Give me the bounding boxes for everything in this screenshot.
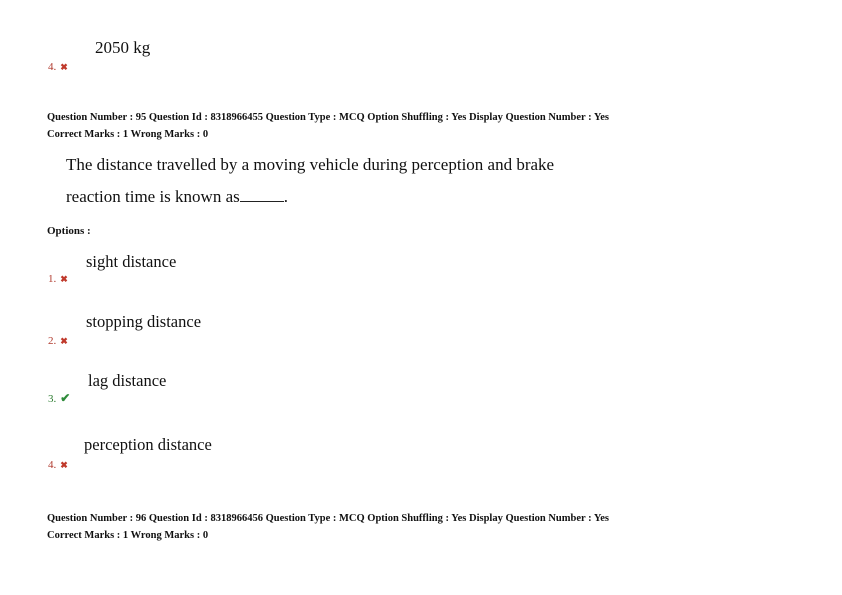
cross-mark-icon: ✖: [60, 61, 68, 72]
next-question-marks-line: Correct Marks : 1 Wrong Marks : 0: [47, 530, 209, 541]
next-question-meta-line: Question Number : 96 Question Id : 8318966456 Question Type : MCQ Option Shuffling : Yes Display Question Number : Yes: [47, 513, 610, 524]
cross-mark-icon: ✖: [60, 335, 68, 346]
cross-mark-icon: ✖: [60, 459, 68, 470]
question-meta-line: Question Number : 95 Question Id : 8318966455 Question Type : MCQ Option Shuffling : Yes Display Question Number : Yes: [47, 112, 610, 123]
option-number: [48, 335, 68, 347]
option-text: stopping distance: [86, 312, 202, 331]
cross-mark-icon: ✖: [60, 273, 68, 284]
question-marks-line: Correct Marks : 1 Wrong Marks : 0: [47, 129, 209, 140]
previous-option-number: [48, 61, 68, 73]
question-text-line2: [66, 187, 288, 207]
option-number-label: 4.: [48, 61, 57, 73]
option-number-label: 1.: [48, 273, 57, 285]
option-number-label: 3.: [48, 392, 57, 405]
option-number: [48, 391, 70, 406]
option-text: sight distance: [86, 252, 177, 271]
option-number: [48, 273, 68, 285]
option-number: [48, 459, 68, 471]
question-text-prefix: reaction time is known as: [66, 187, 240, 206]
option-text: lag distance: [88, 371, 167, 390]
option-text: perception distance: [84, 435, 212, 454]
option-number-label: 2.: [48, 335, 57, 347]
question-text-line1: The distance travelled by a moving vehicle during perception and brake: [66, 155, 555, 174]
options-label: Options :: [47, 225, 91, 237]
question-text-suffix: .: [283, 187, 288, 206]
previous-option-text: 2050 kg: [95, 38, 151, 57]
check-mark-icon: ✔: [60, 391, 71, 405]
option-number-label: 4.: [48, 459, 57, 471]
fill-in-blank: [240, 187, 284, 202]
